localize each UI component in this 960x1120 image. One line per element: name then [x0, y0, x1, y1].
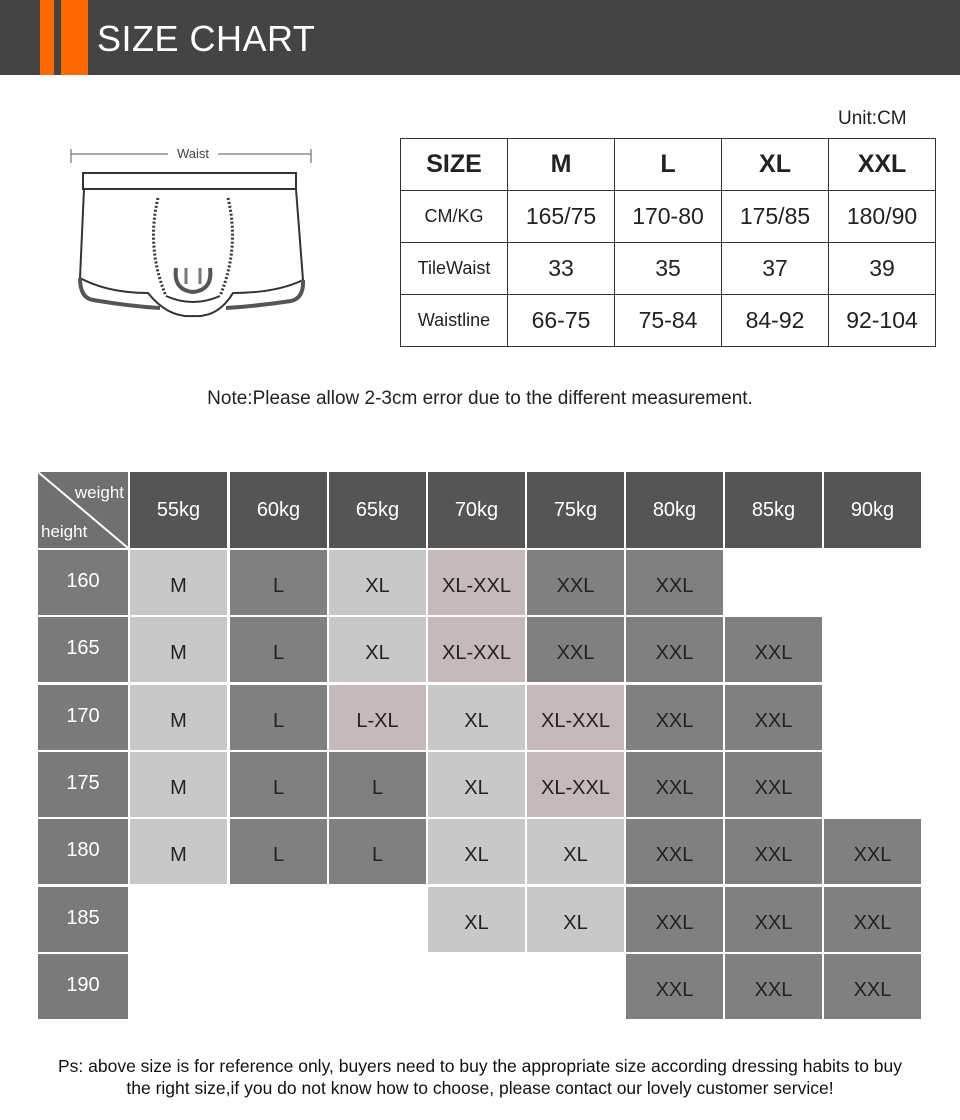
- size-cell: XXL: [527, 550, 624, 615]
- size-cell: XL: [428, 685, 525, 750]
- size-cell: XL: [329, 550, 426, 615]
- table-cell: 37: [722, 243, 829, 295]
- height-row-label: 175: [38, 752, 128, 817]
- size-cell: XL-XXL: [527, 752, 624, 817]
- size-cell: L-XL: [329, 685, 426, 750]
- size-cell: [130, 887, 227, 952]
- row-label: CM/KG: [401, 191, 508, 243]
- height-row-label: 165: [38, 617, 128, 682]
- boxer-brief-icon: [48, 118, 338, 368]
- measurement-note: Note:Please allow 2-3cm error due to the different measurement.: [207, 388, 753, 409]
- table-cell: 33: [508, 243, 615, 295]
- header-bar: [0, 0, 960, 75]
- size-header: XXL: [829, 139, 936, 191]
- weight-column-header: 85kg: [725, 472, 822, 548]
- size-cell: L: [230, 819, 327, 884]
- size-header: XL: [722, 139, 829, 191]
- size-cell: L: [230, 550, 327, 615]
- row-label: TileWaist: [401, 243, 508, 295]
- size-cell: XL-XXL: [428, 550, 525, 615]
- size-header: SIZE: [401, 139, 508, 191]
- size-cell: XXL: [626, 550, 723, 615]
- size-cell: XXL: [626, 954, 723, 1019]
- size-cell: [824, 617, 921, 682]
- size-header: M: [508, 139, 615, 191]
- size-cell: XXL: [824, 887, 921, 952]
- size-cell: XXL: [626, 617, 723, 682]
- accent-stripe: [61, 0, 88, 75]
- size-cell: XXL: [626, 887, 723, 952]
- disclaimer-line: the right size,if you do not know how to choose, please contact our lovely customer service!: [126, 1078, 834, 1098]
- size-cell: XXL: [725, 617, 822, 682]
- size-cell: XL: [428, 819, 525, 884]
- height-row-label: 170: [38, 685, 128, 750]
- size-cell: XL: [527, 819, 624, 884]
- size-cell: M: [130, 819, 227, 884]
- size-cell: XXL: [725, 819, 822, 884]
- size-cell: XL: [527, 887, 624, 952]
- size-cell: XXL: [725, 954, 822, 1019]
- size-cell: [824, 550, 921, 615]
- size-cell: XXL: [626, 752, 723, 817]
- weight-column-header: 55kg: [130, 472, 227, 548]
- height-row-label: 190: [38, 954, 128, 1019]
- size-cell: XXL: [824, 819, 921, 884]
- size-cell: XXL: [725, 685, 822, 750]
- size-cell: [329, 954, 426, 1019]
- size-cell: XXL: [725, 887, 822, 952]
- size-cell: [230, 954, 327, 1019]
- size-cell: M: [130, 550, 227, 615]
- size-cell: L: [230, 752, 327, 817]
- table-cell: 66-75: [508, 295, 615, 347]
- table-cell: 35: [615, 243, 722, 295]
- waist-label: Waist: [176, 146, 210, 161]
- size-cell: XXL: [527, 617, 624, 682]
- size-cell: L: [230, 617, 327, 682]
- size-cell: XXL: [626, 819, 723, 884]
- height-row-label: 180: [38, 819, 128, 884]
- table-cell: 170-80: [615, 191, 722, 243]
- size-cell: L: [230, 685, 327, 750]
- size-table: [400, 138, 936, 347]
- weight-column-header: 75kg: [527, 472, 624, 548]
- table-cell: 92-104: [829, 295, 936, 347]
- size-cell: M: [130, 617, 227, 682]
- underwear-diagram: [48, 118, 338, 368]
- height-row-label: 160: [38, 550, 128, 615]
- size-cell: L: [329, 819, 426, 884]
- size-cell: [329, 887, 426, 952]
- size-cell: XL-XXL: [428, 617, 525, 682]
- size-cell: XL-XXL: [527, 685, 624, 750]
- page-title: SIZE CHART: [97, 18, 316, 59]
- size-cell: [428, 954, 525, 1019]
- table-cell: 165/75: [508, 191, 615, 243]
- size-cell: M: [130, 685, 227, 750]
- size-cell: XXL: [725, 752, 822, 817]
- weight-column-header: 70kg: [428, 472, 525, 548]
- weight-axis-label: weight: [74, 483, 124, 502]
- table-cell: 175/85: [722, 191, 829, 243]
- size-cell: XXL: [824, 954, 921, 1019]
- corner-header: [38, 472, 128, 548]
- size-cell: [725, 550, 822, 615]
- size-header: L: [615, 139, 722, 191]
- size-table-row: [401, 243, 936, 295]
- accent-stripe: [40, 0, 54, 75]
- size-cell: [527, 954, 624, 1019]
- weight-column-header: 90kg: [824, 472, 921, 548]
- disclaimer: [0, 1055, 960, 1099]
- size-cell: [130, 954, 227, 1019]
- size-table-header-row: [401, 139, 936, 191]
- weight-column-header: 65kg: [329, 472, 426, 548]
- height-row-label: 185: [38, 887, 128, 952]
- row-label: Waistline: [401, 295, 508, 347]
- table-cell: 180/90: [829, 191, 936, 243]
- size-cell: M: [130, 752, 227, 817]
- size-table-row: [401, 295, 936, 347]
- unit-label: Unit:CM: [838, 108, 907, 129]
- table-cell: 75-84: [615, 295, 722, 347]
- size-cell: [824, 752, 921, 817]
- size-cell: L: [329, 752, 426, 817]
- weight-column-header: 80kg: [626, 472, 723, 548]
- weight-column-header: 60kg: [230, 472, 327, 548]
- height-axis-label: height: [41, 522, 88, 541]
- size-cell: XL: [428, 752, 525, 817]
- size-cell: XL: [329, 617, 426, 682]
- disclaimer-line: Ps: above size is for reference only, buyers need to buy the appropriate size according dressing habits to buy: [57, 1056, 903, 1076]
- size-cell: XL: [428, 887, 525, 952]
- table-cell: 39: [829, 243, 936, 295]
- table-cell: 84-92: [722, 295, 829, 347]
- size-cell: [824, 685, 921, 750]
- size-table-row: [401, 191, 936, 243]
- size-cell: XXL: [626, 685, 723, 750]
- size-cell: [230, 887, 327, 952]
